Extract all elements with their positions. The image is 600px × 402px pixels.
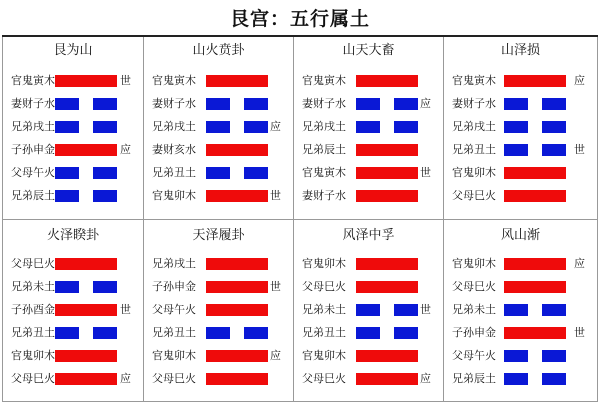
- shi-ying-marker: 世: [574, 326, 585, 339]
- yang-line-bar: [206, 281, 268, 293]
- yao-line: [144, 117, 293, 137]
- yin-line-segment: [206, 327, 230, 339]
- yao-line: [444, 140, 597, 160]
- yao-line: [294, 163, 443, 183]
- yao-line: [3, 186, 143, 206]
- yang-line-bar: [356, 350, 418, 362]
- yin-line-segment: [356, 121, 380, 133]
- yao-line: [3, 254, 143, 274]
- yao-label: 父母午火: [11, 166, 55, 179]
- yao-label: 父母巳火: [302, 280, 346, 293]
- hexagram-name: 艮为山: [53, 43, 93, 58]
- yao-line: [144, 346, 293, 366]
- yin-line-segment: [542, 373, 566, 385]
- yao-label: 子孙申金: [11, 143, 55, 156]
- yao-line: [444, 346, 597, 366]
- hexagram-name: 风山渐: [500, 228, 540, 243]
- yin-line-segment: [356, 327, 380, 339]
- yao-label: 兄弟丑土: [452, 143, 496, 156]
- yao-label: 兄弟戌土: [152, 120, 196, 133]
- yao-line: [444, 254, 597, 274]
- yao-label: 兄弟戌土: [302, 120, 346, 133]
- hexagram-name: 火泽睽卦: [46, 228, 99, 243]
- yang-line-bar: [356, 281, 418, 293]
- yao-label: 官鬼卯木: [302, 349, 346, 362]
- yin-line-segment: [504, 144, 528, 156]
- yao-line: [144, 186, 293, 206]
- yin-line-segment: [504, 373, 528, 385]
- yao-line: [3, 163, 143, 183]
- yao-line: [3, 140, 143, 160]
- shi-ying-marker: 世: [420, 303, 431, 316]
- yao-line: [444, 71, 597, 91]
- yao-line: [144, 323, 293, 343]
- yang-line-bar: [356, 190, 418, 202]
- yang-line-bar: [504, 167, 566, 179]
- yang-line-bar: [55, 258, 117, 270]
- hexagram-name: 山泽损: [500, 43, 540, 58]
- yao-line: [3, 300, 143, 320]
- hexagram-name: 山天大畜: [342, 43, 395, 58]
- yao-line: [294, 369, 443, 389]
- hexagram-panel: [144, 220, 294, 402]
- yin-line-segment: [504, 350, 528, 362]
- yao-label: 官鬼寅木: [302, 166, 346, 179]
- yin-line-segment: [55, 98, 79, 110]
- yin-line-segment: [504, 98, 528, 110]
- yin-line-segment: [542, 121, 566, 133]
- hexagram-panel: [2, 220, 144, 402]
- hexagram-panel: [144, 37, 294, 220]
- yang-line-bar: [55, 144, 117, 156]
- yao-label: 子孙酉金: [11, 303, 55, 316]
- yin-line-segment: [93, 281, 117, 293]
- yao-label: 父母巳火: [452, 189, 496, 202]
- yao-label: 兄弟戌土: [11, 120, 55, 133]
- hexagram-name: 天泽履卦: [192, 228, 245, 243]
- hexagram-name: 山火贲卦: [192, 43, 245, 58]
- yao-line: [294, 254, 443, 274]
- yao-label: 官鬼卯木: [11, 349, 55, 362]
- yao-line: [3, 71, 143, 91]
- shi-ying-marker: 世: [270, 280, 281, 293]
- yin-line-segment: [394, 304, 418, 316]
- yang-line-bar: [206, 190, 268, 202]
- yao-line: [444, 323, 597, 343]
- hexagram-panel: [294, 220, 444, 402]
- yao-label: 父母巳火: [11, 372, 55, 385]
- yao-line: [444, 94, 597, 114]
- hexagram-panel: [444, 220, 598, 402]
- yao-label: 官鬼卯木: [452, 257, 496, 270]
- yin-line-segment: [504, 121, 528, 133]
- hexagram-name: 风泽中孚: [342, 228, 395, 243]
- shi-ying-marker: 世: [120, 74, 131, 87]
- yao-label: 父母巳火: [452, 280, 496, 293]
- yao-line: [144, 254, 293, 274]
- yin-line-segment: [542, 144, 566, 156]
- yao-line: [294, 117, 443, 137]
- shi-ying-marker: 应: [420, 97, 431, 110]
- yang-line-bar: [206, 144, 268, 156]
- yang-line-bar: [55, 304, 117, 316]
- yao-label: 妻财亥水: [152, 143, 196, 156]
- yin-line-segment: [93, 327, 117, 339]
- yao-line: [144, 163, 293, 183]
- yao-label: 官鬼寅木: [452, 74, 496, 87]
- yao-label: 子孙申金: [152, 280, 196, 293]
- yao-label: 父母午火: [152, 303, 196, 316]
- shi-ying-marker: 世: [120, 303, 131, 316]
- yin-line-segment: [394, 98, 418, 110]
- yao-label: 妻财子水: [152, 97, 196, 110]
- yao-label: 官鬼寅木: [11, 74, 55, 87]
- yao-line: [144, 369, 293, 389]
- yin-line-segment: [55, 327, 79, 339]
- yin-line-segment: [93, 98, 117, 110]
- yao-line: [294, 94, 443, 114]
- yao-line: [444, 277, 597, 297]
- yao-label: 兄弟辰土: [302, 143, 346, 156]
- yin-line-segment: [542, 98, 566, 110]
- page-title: 艮宫：五行属土: [229, 7, 370, 30]
- yao-label: 兄弟辰土: [11, 189, 55, 202]
- yin-line-segment: [55, 281, 79, 293]
- yao-label: 兄弟未土: [452, 303, 496, 316]
- yao-label: 兄弟戌土: [452, 120, 496, 133]
- yao-label: 父母巳火: [11, 257, 55, 270]
- yin-line-segment: [244, 121, 268, 133]
- yang-line-bar: [504, 190, 566, 202]
- yin-line-segment: [244, 327, 268, 339]
- yang-line-bar: [55, 373, 117, 385]
- yang-line-bar: [356, 144, 418, 156]
- yao-line: [294, 71, 443, 91]
- shi-ying-marker: 应: [120, 143, 131, 156]
- yao-line: [294, 300, 443, 320]
- yao-line: [144, 94, 293, 114]
- yang-line-bar: [206, 258, 268, 270]
- yao-line: [3, 346, 143, 366]
- yao-line: [294, 140, 443, 160]
- yao-line: [3, 323, 143, 343]
- yao-line: [444, 369, 597, 389]
- yin-line-segment: [244, 167, 268, 179]
- shi-ying-marker: 应: [120, 372, 131, 385]
- yao-line: [444, 117, 597, 137]
- yin-line-segment: [55, 121, 79, 133]
- yao-label: 妻财子水: [11, 97, 55, 110]
- yang-line-bar: [356, 167, 418, 179]
- yao-label: 妻财子水: [302, 189, 346, 202]
- yao-line: [144, 277, 293, 297]
- yin-line-segment: [394, 121, 418, 133]
- yang-line-bar: [504, 281, 566, 293]
- yao-line: [3, 277, 143, 297]
- yao-line: [294, 277, 443, 297]
- yao-label: 兄弟辰土: [452, 372, 496, 385]
- yao-label: 官鬼寅木: [302, 74, 346, 87]
- yao-label: 兄弟戌土: [152, 257, 196, 270]
- hexagram-panel: [2, 37, 144, 220]
- yang-line-bar: [504, 75, 566, 87]
- yang-line-bar: [356, 258, 418, 270]
- yao-label: 兄弟丑土: [11, 326, 55, 339]
- yang-line-bar: [206, 350, 268, 362]
- yin-line-segment: [206, 121, 230, 133]
- yao-line: [294, 346, 443, 366]
- shi-ying-marker: 应: [574, 74, 585, 87]
- yin-line-segment: [206, 98, 230, 110]
- yao-label: 兄弟丑土: [302, 326, 346, 339]
- yao-line: [3, 117, 143, 137]
- yang-line-bar: [356, 373, 418, 385]
- yin-line-segment: [206, 167, 230, 179]
- yin-line-segment: [504, 304, 528, 316]
- yao-label: 父母巳火: [152, 372, 196, 385]
- yin-line-segment: [93, 121, 117, 133]
- yang-line-bar: [206, 304, 268, 316]
- yin-line-segment: [356, 304, 380, 316]
- shi-ying-marker: 世: [420, 166, 431, 179]
- yang-line-bar: [504, 327, 566, 339]
- yao-label: 兄弟未土: [11, 280, 55, 293]
- yao-label: 官鬼卯木: [152, 349, 196, 362]
- shi-ying-marker: 世: [574, 143, 585, 156]
- yao-line: [3, 369, 143, 389]
- yin-line-segment: [542, 304, 566, 316]
- yao-line: [3, 94, 143, 114]
- yao-line: [144, 300, 293, 320]
- yao-label: 兄弟未土: [302, 303, 346, 316]
- shi-ying-marker: 世: [270, 189, 281, 202]
- yang-line-bar: [55, 75, 117, 87]
- yin-line-segment: [356, 98, 380, 110]
- yin-line-segment: [55, 167, 79, 179]
- yao-line: [444, 186, 597, 206]
- yin-line-segment: [394, 327, 418, 339]
- yao-line: [144, 71, 293, 91]
- yang-line-bar: [206, 373, 268, 385]
- shi-ying-marker: 应: [270, 120, 281, 133]
- yin-line-segment: [93, 190, 117, 202]
- yao-label: 父母午火: [452, 349, 496, 362]
- hexagram-panel: [444, 37, 598, 220]
- yin-line-segment: [55, 190, 79, 202]
- yao-line: [294, 186, 443, 206]
- yang-line-bar: [356, 75, 418, 87]
- shi-ying-marker: 应: [270, 349, 281, 362]
- yao-line: [294, 323, 443, 343]
- yin-line-segment: [244, 98, 268, 110]
- hexagram-grid: [2, 35, 598, 402]
- yang-line-bar: [206, 75, 268, 87]
- shi-ying-marker: 应: [420, 372, 431, 385]
- yao-line: [444, 300, 597, 320]
- yao-line: [144, 140, 293, 160]
- yang-line-bar: [504, 258, 566, 270]
- yao-label: 官鬼寅木: [152, 74, 196, 87]
- yin-line-segment: [542, 350, 566, 362]
- yin-line-segment: [93, 167, 117, 179]
- yao-label: 子孙申金: [452, 326, 496, 339]
- yao-label: 官鬼卯木: [452, 166, 496, 179]
- yao-label: 妻财子水: [452, 97, 496, 110]
- yao-label: 兄弟丑土: [152, 166, 196, 179]
- yao-label: 父母巳火: [302, 372, 346, 385]
- hexagram-panel: [294, 37, 444, 220]
- yao-label: 兄弟丑土: [152, 326, 196, 339]
- yao-label: 妻财子水: [302, 97, 346, 110]
- yao-line: [444, 163, 597, 183]
- yang-line-bar: [55, 350, 117, 362]
- yao-label: 官鬼卯木: [152, 189, 196, 202]
- yao-label: 官鬼卯木: [302, 257, 346, 270]
- shi-ying-marker: 应: [574, 257, 585, 270]
